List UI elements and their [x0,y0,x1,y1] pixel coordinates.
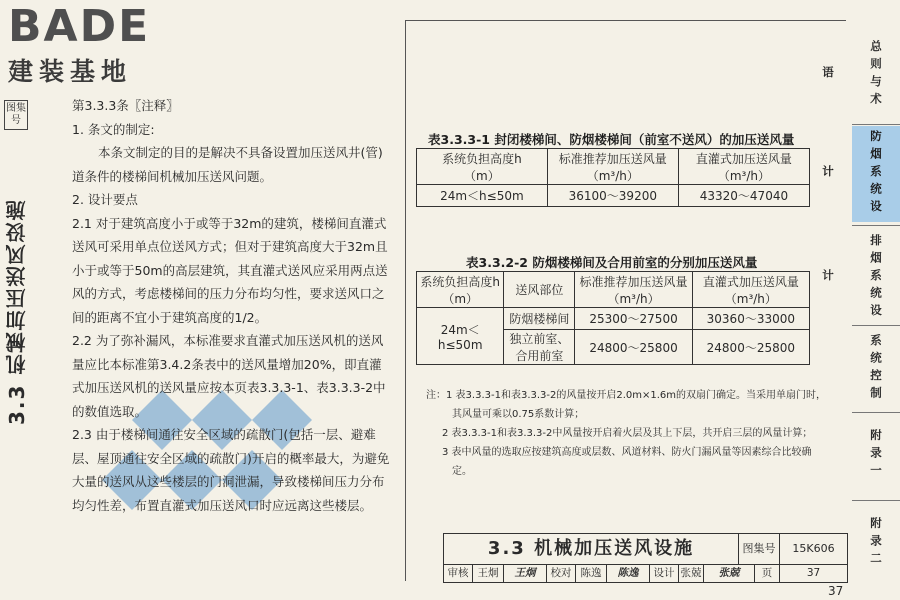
tb-shenhe-signature: 王炯 [504,565,547,582]
table1-header-direct: 直灌式加压送风量 （m³/h） [678,149,809,185]
para-clause-1: 1. 条文的制定: [72,121,155,137]
notes-block [426,386,836,481]
tab-appendix-1[interactable]: 附录一 [869,428,883,482]
tab-divider [852,225,900,226]
note-1: 1 表3.3.3-1和表3.3.3-2的风量按开启2.0m×1.6m的双扇门确定。当采用单扇门时， [446,390,827,401]
tab-smoke-exhaust-design[interactable]: 排烟系统设计 [821,234,883,322]
tab-divider [852,500,900,501]
annotation-heading: 第3.3.3条〖注释〗 [72,98,179,113]
bade-logo [8,1,178,88]
annotation-text-column [72,94,392,517]
table2-cell: 防烟楼梯间 [504,308,575,330]
tab-appendix-2[interactable]: 附录二 [869,516,883,570]
tab-divider [852,412,900,413]
note-1-cont: 其风量可乘以0.75系数计算； [452,409,585,420]
tb-sheji-name: 张兢 [679,565,704,582]
tab-divider [852,124,900,125]
title-block-title: 3.3 机械加压送风设施 [444,534,739,565]
tab-divider [852,325,900,326]
page-number: 37 [828,584,844,598]
table1-cell: 43320～47040 [678,185,809,207]
logo-chinese-text: 建装基地 [8,57,133,86]
para-2-3: 2.3 由于楼梯间通往安全区域的疏散门(包括一层、避难层、屋顶通往安全区域的疏散门)开启的概率最大，为避免大量的送风从这些楼层的门洞泄漏，导致楼梯间压力分布均匀性差，布置直灌式加压送风口时应远离这些楼层。 [72,427,390,513]
left-tujihao-label: 图集号 [4,100,28,130]
table1-header-height: 系统负担高度h （m） [417,149,548,185]
para-2-2: 2.2 为了弥补漏风，本标准要求直灌式加压送风机的送风量应比本标准第3.4.2条表中的送风量增加20%，即直灌式加压送风机的送风量应按本页表3.3.3-1、表3.3.3-2中的数值选取。 [72,333,386,419]
tb-shenhe-name: 王炯 [473,565,504,582]
logo-brand-text: BADE [8,1,151,52]
note-3-cont: 定。 [452,466,472,477]
tab-system-control[interactable]: 系统控制 [869,334,883,404]
table2-header-standard: 标准推荐加压送风量 （m³/h） [575,272,692,308]
tb-page-value: 37 [806,567,821,579]
tb-page-label: 页 [755,565,780,582]
table2-cell-height: 24m＜h≤50m [417,308,504,365]
table2-cell: 25300～27500 [575,308,692,330]
table2-header-direct: 直灌式加压送风量 （m³/h） [692,272,809,308]
note-2: 2 表3.3.3-1和表3.3.3-2中风量按开启着火层及其上下层，共开启三层的风量计算； [442,428,813,439]
tb-jiaodui-name: 陈逸 [576,565,607,582]
table2 [416,271,810,365]
table2-title: 表3.3.2-2 防烟楼梯间及合用前室的分别加压送风量 [466,255,758,270]
title-block-tujihao: 15K606 [780,534,847,565]
table1-header-standard: 标准推荐加压送风量 （m³/h） [547,149,678,185]
tb-shenhe-label: 审核 [444,565,473,582]
para-clause-1-body: 本条文制定的目的是解决不具备设置加压送风井(管)道条件的楼梯间机械加压送风问题。 [72,145,383,184]
table2-header-height: 系统负担高度h （m） [417,272,504,308]
table2-header-part: 送风部位 [504,272,575,308]
tab-smoke-prevention-design[interactable]: 防烟系统设计 [852,126,900,222]
para-design-points: 2. 设计要点 [72,192,138,207]
table2-cell: 24800～25800 [575,330,692,365]
table1-cell: 24m＜h≤50m [417,185,548,207]
table1-title: 表3.3.3-1 封闭楼梯间、防烟楼梯间（前室不送风）的加压送风量 [428,132,795,147]
table2-cell: 30360～33000 [692,308,809,330]
notes-label: 注： [426,390,446,401]
table2-cell: 独立前室、 合用前室 [504,330,575,365]
tb-jiaodui-signature: 陈逸 [607,565,650,582]
table1-cell: 36100～39200 [547,185,678,207]
tb-sheji-signature: 张兢 [704,565,755,582]
tab-general-terms[interactable]: 总则与术语 [821,40,883,110]
left-vertical-section-title: 3.3 机械加压送风设施 [5,198,29,426]
title-block [443,533,848,583]
note-3: 3 表中风量的选取应按建筑高度或层数、风道材料、防火门漏风量等因素综合比较确 [442,447,812,458]
table1 [416,148,810,207]
tb-sheji-label: 设计 [650,565,679,582]
para-2-1: 2.1 对于建筑高度小于或等于32m的建筑，楼梯间直灌式送风可采用单点位送风方式；但对于建筑高度大于32m且小于或等于50m的高层建筑，其直灌式送风应采用两点送风的方式，考虑楼梯间的压力分布均匀性，要求送风口之间的距离不宜小于建筑高度的1/2。 [72,215,388,325]
title-block-tujihao-label: 图集号 [739,534,780,565]
table2-cell: 24800～25800 [692,330,809,365]
tb-jiaodui-label: 校对 [547,565,576,582]
